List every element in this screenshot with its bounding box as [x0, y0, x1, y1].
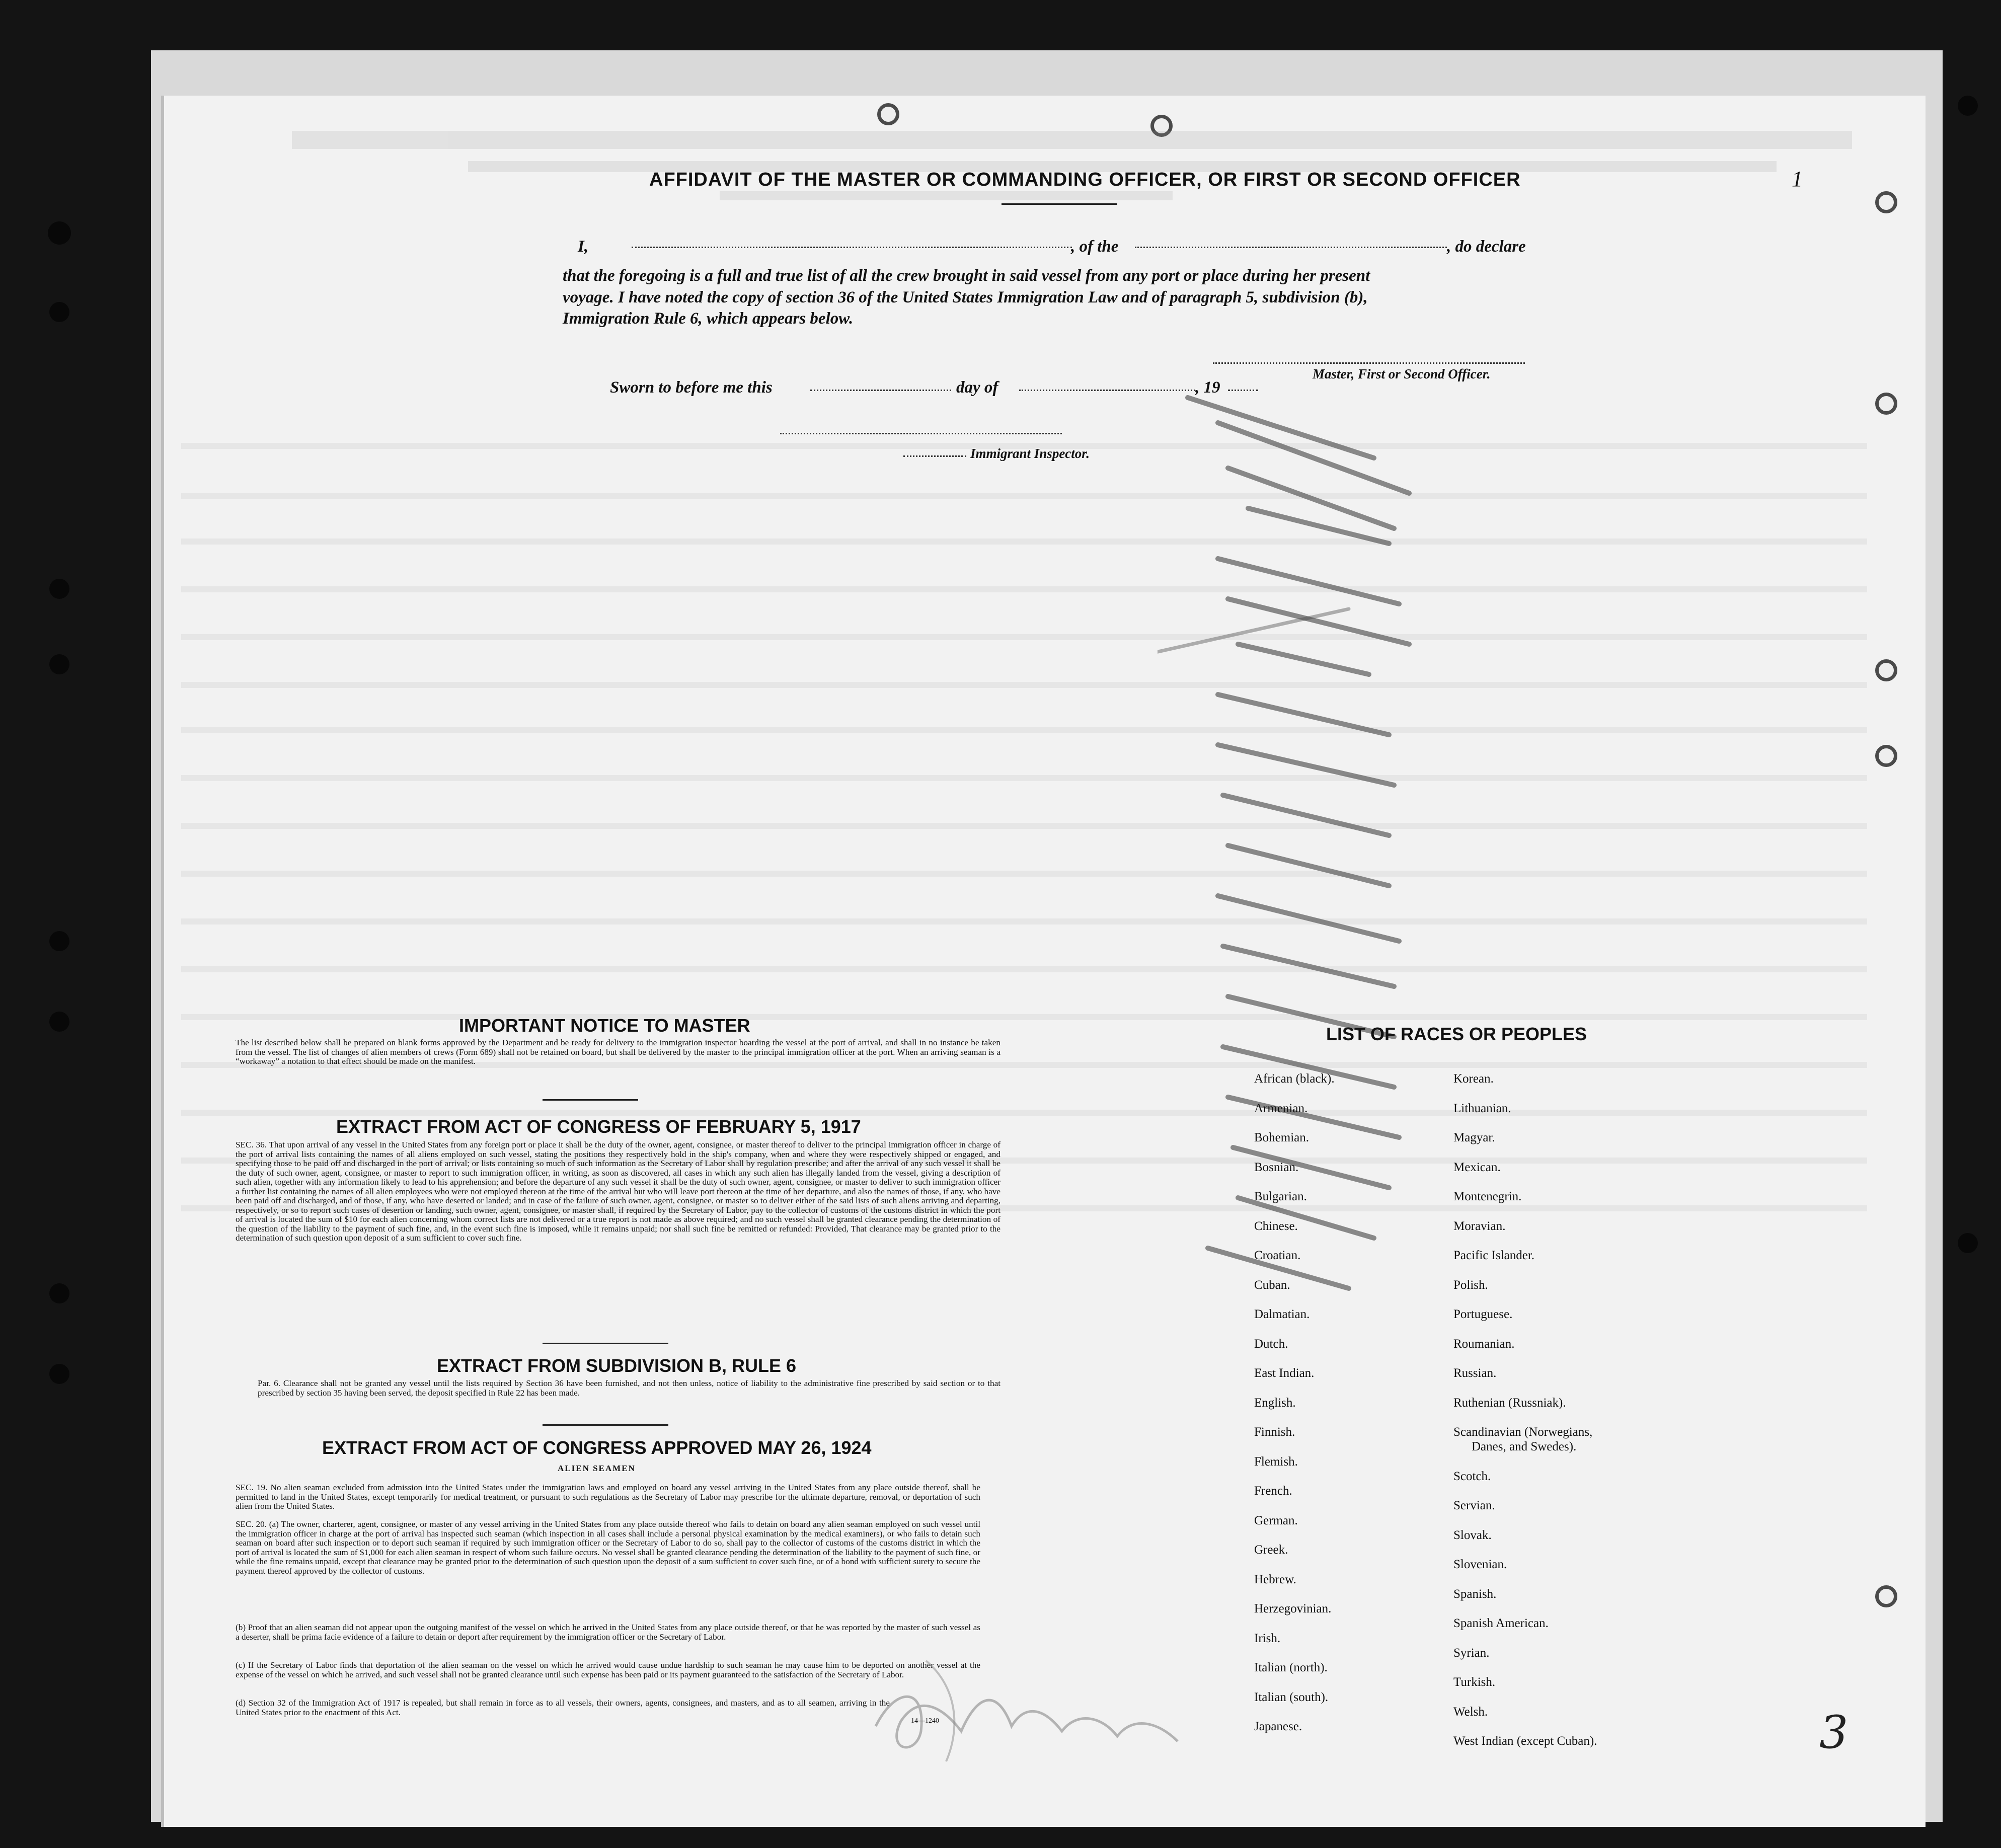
- section-rule: [543, 1099, 638, 1101]
- race-item: West Indian (except Cuban).: [1453, 1734, 1597, 1748]
- page-number-mark: 1: [1792, 167, 1803, 191]
- race-item: Flemish.: [1254, 1454, 1298, 1469]
- race-item: Slovenian.: [1453, 1558, 1507, 1571]
- race-item: Syrian.: [1453, 1646, 1490, 1660]
- race-item: Italian (north).: [1254, 1661, 1328, 1674]
- name-field[interactable]: [632, 247, 1072, 248]
- race-item-continued: Danes, and Swedes).: [1472, 1440, 1577, 1453]
- race-item: Greek.: [1254, 1543, 1288, 1557]
- inspector-label: Immigrant Inspector.: [970, 446, 1090, 461]
- race-item: Montenegrin.: [1453, 1190, 1522, 1203]
- binder-hole: [49, 931, 69, 951]
- binder-hole: [1958, 96, 1978, 116]
- race-item: Ruthenian (Russniak).: [1453, 1396, 1566, 1410]
- race-item: Bohemian.: [1254, 1131, 1310, 1144]
- do-declare-label: , do declare: [1447, 238, 1526, 256]
- binder-hole: [49, 654, 69, 674]
- race-item: Bulgarian.: [1254, 1190, 1307, 1203]
- master-signature-label: Master, First or Second Officer.: [1313, 366, 1491, 381]
- punch-hole: [1875, 1585, 1897, 1607]
- sworn-month-field[interactable]: [1019, 390, 1195, 391]
- sec20d-text: (d) Section 32 of the Immigration Act of 1917 is repealed, but shall remain in force as to all vessels, their owners, agents, consignees, and masters, and as to all seamen, arriving in the United States prior to the enactment of this Act.: [236, 1698, 890, 1717]
- title-rule: [1002, 203, 1117, 205]
- races-left-column: [1254, 1072, 1405, 1749]
- sec20c-text: (c) If the Secretary of Labor finds that deportation of the alien seaman on the vessel on which he arrived would cause undue hardship to such seaman he may cause him to be deported on another vessel at the expense of the vessel on which he arrived, and such vessel shall not be granted clearance until such expense has been paid or its payment guaranteed to the satisfaction of the Secretary of Labor.: [236, 1660, 980, 1679]
- extract-1924-title: EXTRACT FROM ACT OF CONGRESS APPROVED MAY 26, 1924: [322, 1437, 872, 1458]
- race-item: Welsh.: [1453, 1705, 1488, 1719]
- binder-hole: [49, 302, 69, 322]
- race-item: Japanese.: [1254, 1720, 1302, 1733]
- sworn-label: Sworn to before me this: [610, 378, 773, 397]
- race-item: Turkish.: [1453, 1675, 1496, 1689]
- notice-title: IMPORTANT NOTICE TO MASTER: [459, 1015, 750, 1036]
- inspector-signature-field[interactable]: [780, 433, 1062, 434]
- race-item: English.: [1254, 1396, 1296, 1410]
- race-item: Magyar.: [1453, 1131, 1495, 1144]
- race-item: Croatian.: [1254, 1249, 1301, 1262]
- extract-1917-text: SEC. 36. That upon arrival of any vessel in the United States from any foreign port or place it shall be the duty of the owner, agent, consignee, or master thereof to deliver to the principal immigration officer in charge of the port of arrival lists containing the names of all aliens employed on such vessel, stating the positions they respectively hold in the ship's company, when and where they were respectively shipped or engaged, and specifying those to be paid off and discharged in the port of arrival; or lists containing so much of such information as the Secretary of Labor shall by regulation prescribe; and after the arrival of any such vessel it shall be the duty of such owner, agent, consignee, or master to report to such immigration officer, in writing, as soon as discovered, all cases in which any such alien has illegally landed from the vessel, giving a description of such alien, together with any information likely to lead to his apprehension; and before the departure of any such vessel it shall be the duty of such owner, agent, consignee, or master to deliver to such immigration officer a further list containing the names of all alien employees who were not employed thereon at the time of the arrival but who will leave port thereon at the time of her departure, and also the names of those, if any, who have been paid off and discharged, and of those, if any, who have deserted or landed; and in case of the failure of such owner, agent, consignee, or master so to deliver either of the said lists of such aliens arriving and departing, respectively, or so to report such cases of desertion or landing, such owner, agent, consignee, or master shall, if required by the Secretary of Labor, pay to the collector of customs of the customs district in which the port of arrival is located the sum of $10 for each alien concerning whom correct lists are not delivered or a true report is not made as above required; and no such vessel shall be granted clearance pending the determination of the question of the liability to the payment of such fine, and, in the event such fine is imposed, while it remains unpaid; nor shall such fine be remitted or refunded: Provided, That clearance may be granted prior to the determination of such question upon deposit of a sum sufficient to cover such fine.: [236, 1140, 1001, 1243]
- race-item: Pacific Islander.: [1453, 1249, 1535, 1262]
- race-item: Chinese.: [1254, 1219, 1298, 1233]
- binder-hole: [49, 579, 69, 599]
- vessel-field[interactable]: [1135, 247, 1447, 248]
- day-of-label: day of: [956, 378, 998, 397]
- race-item: Cuban.: [1254, 1278, 1290, 1292]
- sec20-text: SEC. 20. (a) The owner, charterer, agent, consignee, or master of any vessel arriving in the United States from any place outside thereof who fails to detain on board any alien seaman employed on such vessel until the immigration officer in charge at the port of arrival has inspected such seaman (which inspection in all cases shall include a personal physical examination by the medical examiners), or who fails to detain such seaman on board after such inspection or to deport such seaman if required by such immigration officer or the Secretary of Labor to do so, shall pay to the collector of customs of the customs district in which the port of arrival is located the sum of $1,000 for each alien seaman in respect of whom such failure occurs. No vessel shall be granted clearance pending the determination of the liability to the payment of such fine, or while the fine remains unpaid, except that clearance may be granted prior to the determination of such question upon the deposit of a sum sufficient to cover such fine, or of a bond with sufficient surety to secure the payment thereof approved by the collector of customs.: [236, 1519, 980, 1576]
- handwritten-number-mark: 3: [1819, 1706, 1849, 1759]
- race-item: Dutch.: [1254, 1337, 1288, 1351]
- race-item: African (black).: [1254, 1072, 1335, 1086]
- race-item: Irish.: [1254, 1631, 1281, 1645]
- extract-1917-title: EXTRACT FROM ACT OF CONGRESS OF FEBRUARY 5, 1917: [336, 1116, 861, 1137]
- sec20b-text: (b) Proof that an alien seaman did not appear upon the outgoing manifest of the vessel on which he arrived in the United States from any place outside thereof, or that he was reported by the master of such vessel as a deserter, shall be prima facie evidence of a failure to detain or deport after requirement by the immigration officer or the Secretary of Labor.: [236, 1623, 980, 1642]
- rule6-title: EXTRACT FROM SUBDIVISION B, RULE 6: [437, 1355, 797, 1376]
- race-item: Italian (south).: [1254, 1690, 1329, 1704]
- race-item: Spanish American.: [1453, 1616, 1549, 1630]
- binder-hole: [1958, 1233, 1978, 1253]
- race-item: Hebrew.: [1254, 1572, 1296, 1586]
- race-item: Finnish.: [1254, 1425, 1295, 1439]
- race-item: Servian.: [1453, 1499, 1495, 1512]
- race-item: Bosnian.: [1254, 1160, 1299, 1174]
- sworn-year-field[interactable]: [1228, 390, 1258, 391]
- race-item: Scandinavian (Norwegians,: [1453, 1425, 1593, 1439]
- form-number: 14—1240: [911, 1717, 939, 1725]
- section-rule: [543, 1424, 668, 1426]
- races-title: LIST OF RACES OR PEOPLES: [1326, 1024, 1587, 1044]
- sworn-day-field[interactable]: [810, 390, 951, 391]
- binder-hole: [48, 221, 71, 245]
- binder-hole: [49, 1012, 69, 1032]
- race-item: Russian.: [1453, 1366, 1497, 1380]
- race-item: Slovak.: [1453, 1528, 1492, 1542]
- sec19-text: SEC. 19. No alien seaman excluded from admission into the United States under the immigration laws and employed on board any vessel arriving in the United States from any place outside thereof, shall be permitted to land in the United States, except temporarily for medical treatment, or pursuant to such regulations as the Secretary of Labor may prescribe for the ultimate departure, removal, or deportation of such alien from the United States.: [236, 1483, 980, 1511]
- race-item: German.: [1254, 1513, 1298, 1527]
- master-signature-field[interactable]: [1213, 362, 1525, 364]
- binder-hole: [49, 1283, 69, 1303]
- affidavit-line-3: voyage. I have noted the copy of section 36 of the United States Immigration Law and of paragraph 5, subdivision (b),: [563, 288, 1368, 306]
- inspector-dots: [903, 455, 966, 457]
- race-item: Roumanian.: [1453, 1337, 1515, 1351]
- race-item: Korean.: [1453, 1072, 1494, 1086]
- races-right-column: [1453, 1072, 1685, 1764]
- race-item: Portuguese.: [1453, 1307, 1513, 1321]
- section-rule: [543, 1343, 668, 1344]
- notice-text: The list described below shall be prepared on blank forms approved by the Department and be ready for delivery to the immigration inspector boarding the vessel at the port of arrival, and shall in no instance be taken from the vessel. The list of changes of alien members of crews (Form 689) shall not be retained on board, but shall be delivered by the master to the principal immigration officer at the port. When an arriving seaman is a “workaway” a notation to that effect should be made on the manifest.: [236, 1038, 1001, 1066]
- race-item: Scotch.: [1453, 1469, 1491, 1483]
- race-item: Herzegovinian.: [1254, 1602, 1332, 1615]
- binder-hole: [49, 1364, 69, 1384]
- rule6-text: Par. 6. Clearance shall not be granted any vessel until the lists required by Section 36 have been furnished, and not then unless, notice of liability to the administrative fine prescribed by said section or to that prescribed by section 35 having been served, the deposit specified in Rule 22 has been made.: [258, 1378, 1001, 1398]
- race-item: Lithuanian.: [1453, 1101, 1511, 1115]
- handwritten-signature: [866, 1656, 1248, 1766]
- race-item: East Indian.: [1254, 1366, 1315, 1380]
- race-item: Dalmatian.: [1254, 1307, 1310, 1321]
- race-item: Armenian.: [1254, 1101, 1308, 1115]
- affidavit-line-2: that the foregoing is a full and true list of all the crew brought in said vessel from any port or place during her present: [563, 267, 1370, 285]
- race-item: French.: [1254, 1484, 1292, 1498]
- of-the-label: , of the: [1071, 238, 1119, 256]
- year-label: , 19: [1195, 378, 1220, 397]
- affidavit-title: AFFIDAVIT OF THE MASTER OR COMMANDING OFFICER, OR FIRST OR SECOND OFFICER: [649, 169, 1521, 190]
- alien-seamen-subtitle: ALIEN SEAMEN: [558, 1464, 636, 1473]
- race-item: Spanish.: [1453, 1587, 1497, 1601]
- race-item: Moravian.: [1453, 1219, 1506, 1233]
- affidavit-i-label: I,: [578, 238, 589, 256]
- race-item: Mexican.: [1453, 1160, 1501, 1174]
- affidavit-line-4: Immigration Rule 6, which appears below.: [563, 310, 854, 328]
- race-item: Polish.: [1453, 1278, 1488, 1292]
